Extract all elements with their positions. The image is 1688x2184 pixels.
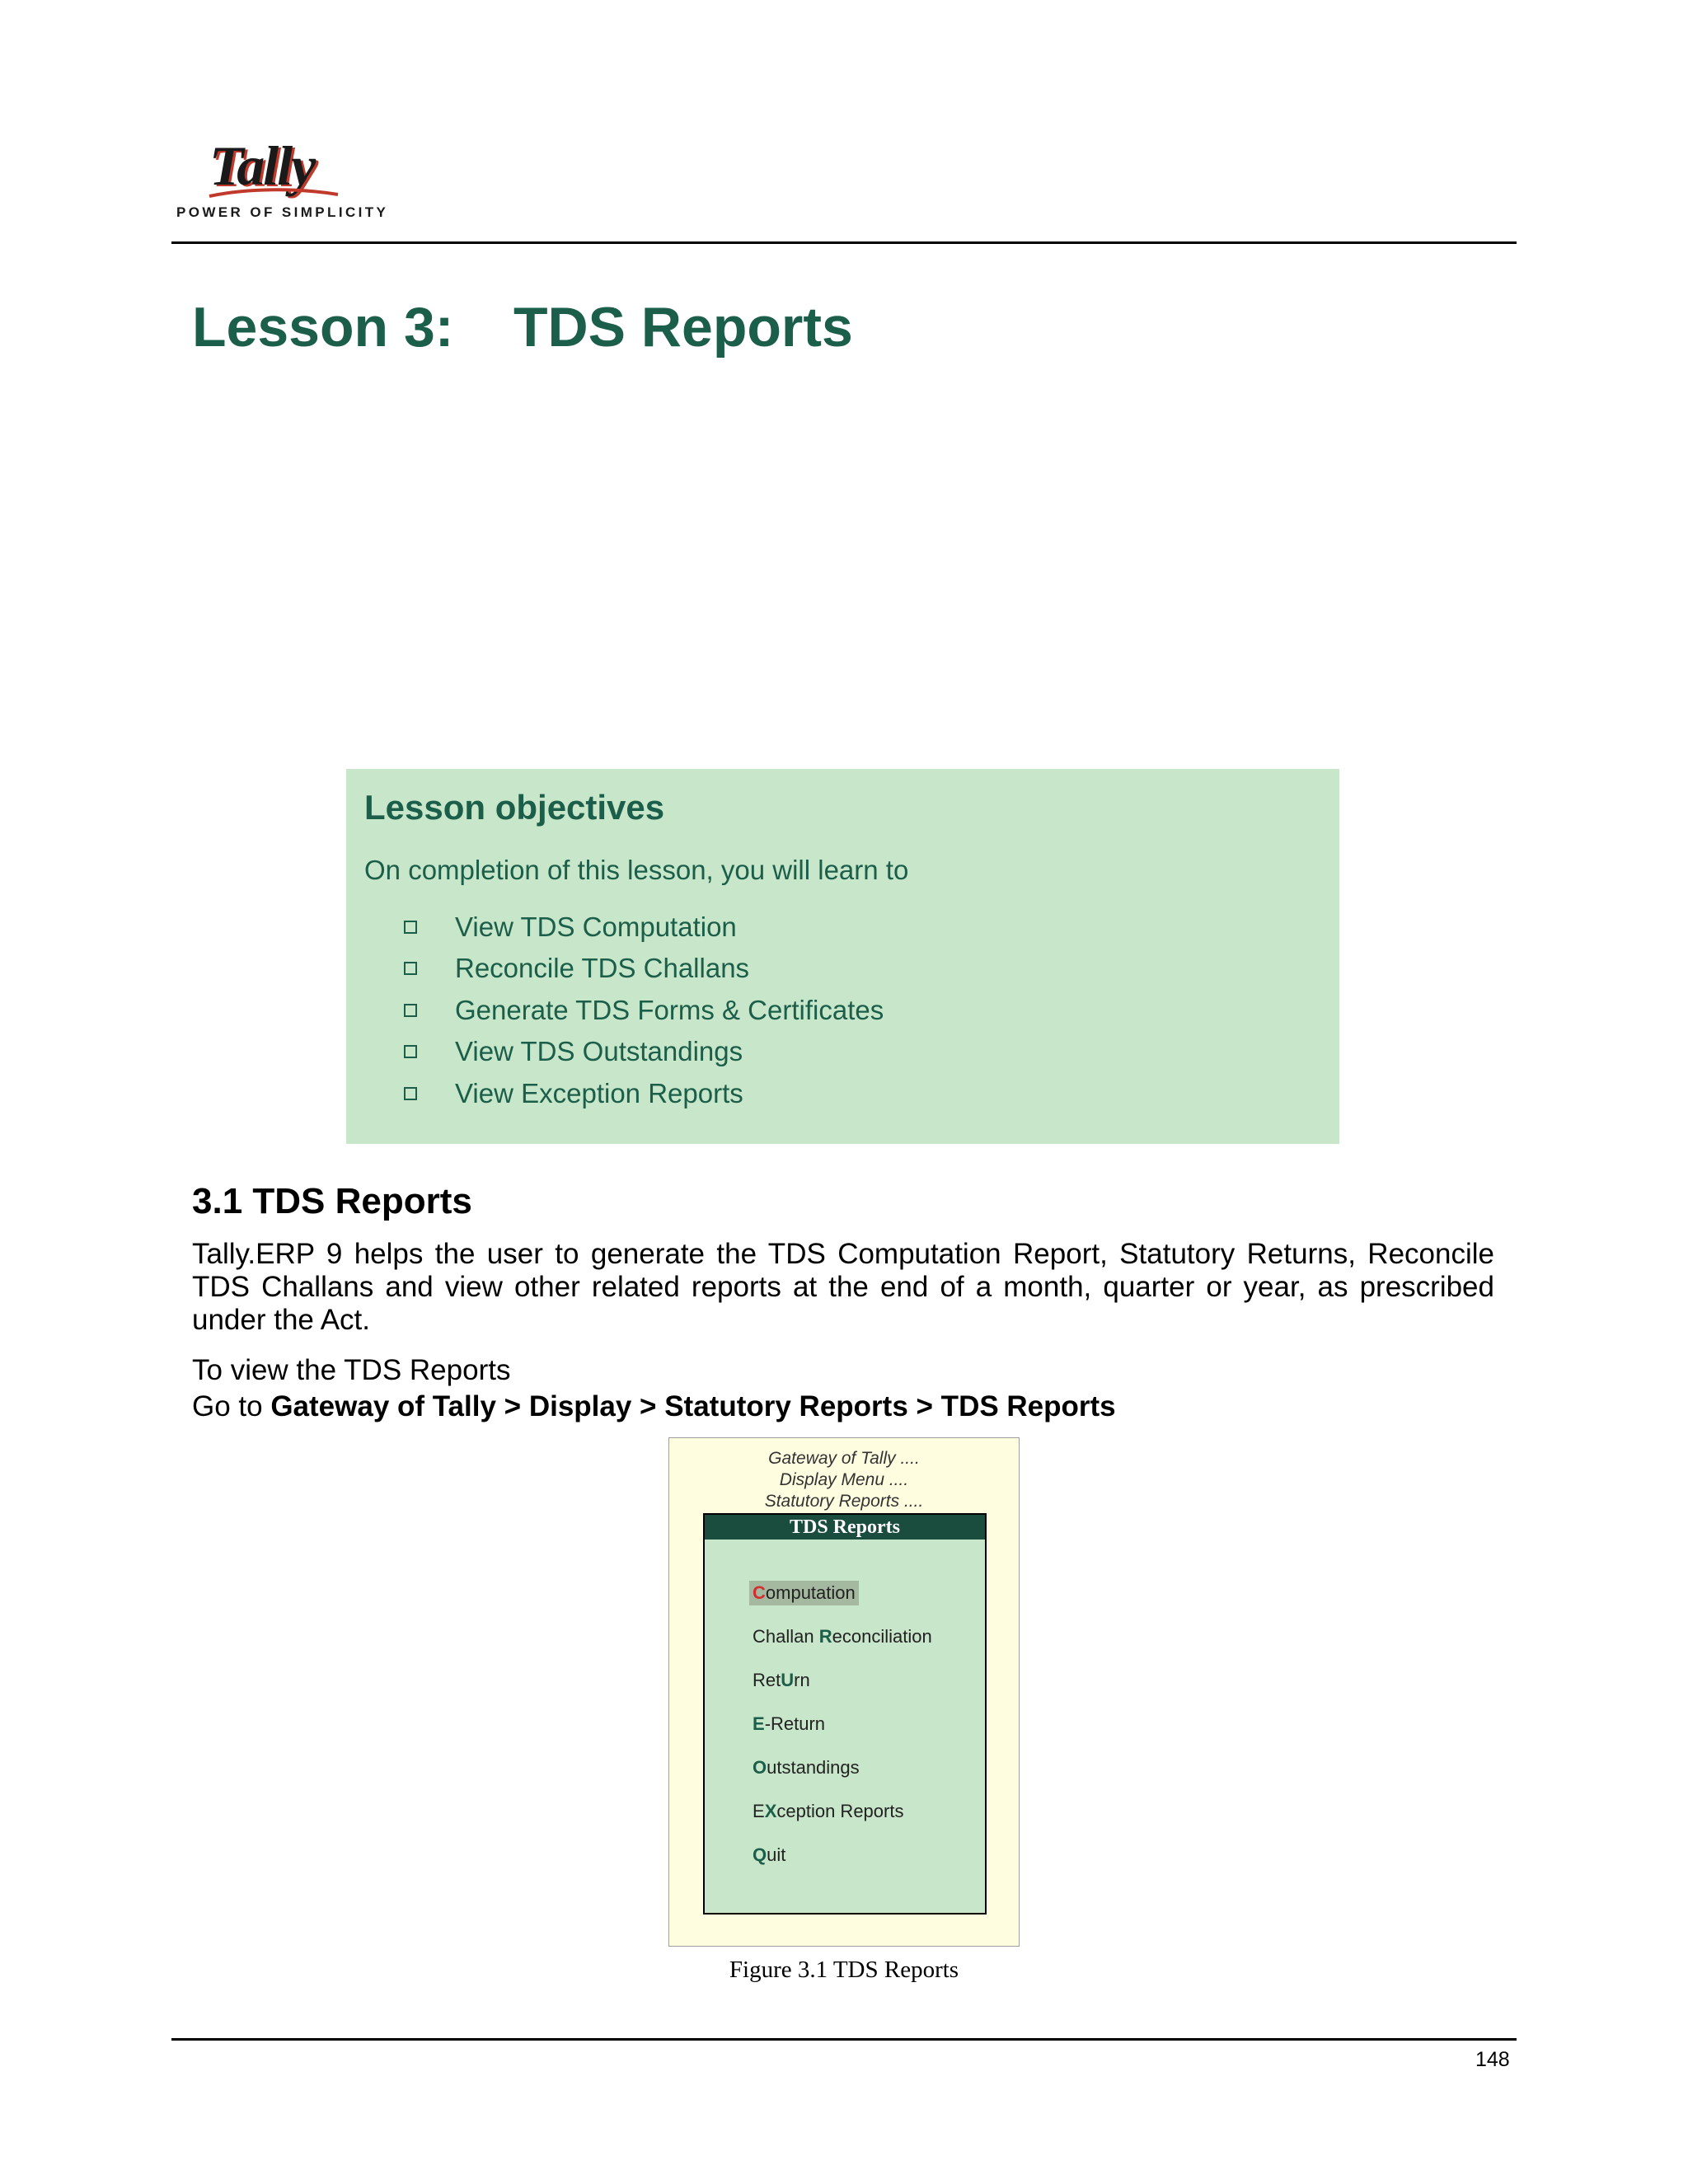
list-item bbox=[364, 948, 1321, 990]
square-bullet-icon bbox=[404, 1087, 417, 1100]
breadcrumb: Gateway of Tally .... bbox=[768, 1449, 920, 1468]
lesson-objectives-box bbox=[346, 769, 1339, 1144]
objectives-heading: Lesson objectives bbox=[364, 788, 665, 827]
list-item-text: Generate TDS Forms & Certificates bbox=[455, 994, 884, 1025]
logo-swoosh-icon bbox=[208, 186, 340, 199]
lesson-name: TDS Reports bbox=[513, 296, 853, 359]
menu-item-exception-reports[interactable]: EXception Reports bbox=[753, 1801, 904, 1821]
breadcrumb: Display Menu .... bbox=[779, 1470, 909, 1489]
square-bullet-icon bbox=[404, 962, 417, 975]
logo-wordmark: Tally bbox=[209, 134, 315, 197]
section-heading: 3.1 TDS Reports bbox=[192, 1181, 472, 1221]
footer-rule bbox=[171, 2038, 1517, 2041]
menu-item-computation[interactable]: Computation bbox=[749, 1581, 859, 1605]
menu-item-return[interactable]: RetUrn bbox=[753, 1670, 810, 1690]
instruction-text: To view the TDS Reports bbox=[192, 1354, 511, 1386]
header-rule bbox=[171, 241, 1517, 244]
tds-reports-figure bbox=[668, 1437, 1020, 1947]
list-item bbox=[364, 906, 1321, 948]
page-number: 148 bbox=[1475, 2048, 1510, 2071]
tally-logo bbox=[176, 134, 389, 224]
goto-path: Gateway of Tally > Display > Statutory Reports > TDS Reports bbox=[270, 1390, 1116, 1422]
square-bullet-icon bbox=[404, 921, 417, 934]
list-item bbox=[364, 1031, 1321, 1073]
square-bullet-icon bbox=[404, 1004, 417, 1017]
goto-prefix: Go to bbox=[192, 1390, 271, 1422]
menu-item-quit[interactable]: Quit bbox=[753, 1844, 786, 1865]
list-item bbox=[364, 1072, 1321, 1114]
list-item-text: View TDS Computation bbox=[455, 911, 737, 942]
list-item-text: View TDS Outstandings bbox=[455, 1036, 743, 1067]
lesson-number: Lesson 3: bbox=[192, 296, 454, 359]
section-paragraph: Tally.ERP 9 helps the user to generate the TDS Computation Report, Statutory Returns, Reconcile TDS Challans and view other related reports at the end of a month, quarter or year, as prescribed under the Act. bbox=[192, 1238, 1494, 1336]
objectives-intro: On completion of this lesson, you will learn to bbox=[364, 855, 909, 886]
menu-item-e-return[interactable]: E-Return bbox=[753, 1713, 826, 1734]
objectives-list bbox=[364, 906, 1321, 1114]
square-bullet-icon bbox=[404, 1045, 417, 1058]
breadcrumb: Statutory Reports .... bbox=[764, 1492, 924, 1511]
menu-item-outstandings[interactable]: Outstandings bbox=[753, 1757, 860, 1778]
menu-item-challan-reconciliation[interactable]: Challan Reconciliation bbox=[753, 1626, 932, 1647]
navigation-path bbox=[192, 1390, 1116, 1423]
list-item bbox=[364, 989, 1321, 1031]
list-item-text: Reconcile TDS Challans bbox=[455, 953, 750, 984]
list-item-text: View Exception Reports bbox=[455, 1077, 743, 1108]
tds-reports-menu bbox=[703, 1513, 987, 1915]
menu-title: TDS Reports bbox=[705, 1515, 985, 1540]
lesson-title bbox=[192, 295, 853, 359]
logo-tagline: POWER OF SIMPLICITY bbox=[176, 204, 389, 220]
figure-caption: Figure 3.1 TDS Reports bbox=[729, 1957, 959, 1983]
